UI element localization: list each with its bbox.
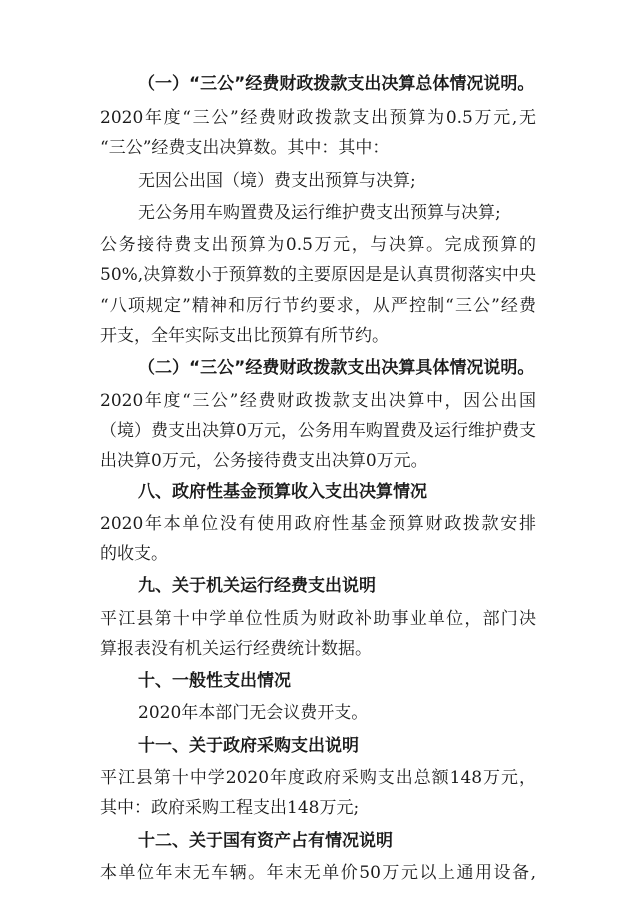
paragraph-line: 算报表没有机关运行经费统计数据。 [100, 639, 372, 659]
paragraph-line: “八项规定”精神和厉行节约要求，从严控制“三公”经费 [100, 296, 536, 316]
paragraph-line: 其中：政府采购工程支出148万元; [100, 798, 360, 818]
paragraph-line: 公务接待费支出预算为0.5万元，与决算。完成预算的 [100, 235, 536, 255]
paragraph-line: 2020年度“三公”经费财政拨款支出决算中，因公出国 [100, 391, 536, 411]
paragraph-line: 无因公出国（境）费支出预算与决算; [138, 171, 416, 191]
paragraph-line: 2020年度“三公”经费财政拨款支出预算为0.5万元,无 [100, 108, 536, 128]
paragraph-line: 无公务用车购置费及运行维护费支出预算与决算; [138, 203, 501, 223]
heading-section-8: 八、政府性基金预算收入支出决算情况 [138, 482, 427, 502]
paragraph-line: 出决算0万元，公务接待费支出决算0万元。 [100, 451, 428, 471]
heading-section-12: 十二、关于国有资产占有情况说明 [138, 831, 393, 851]
paragraph-line: 2020年本单位没有使用政府性基金预算财政拨款安排 [100, 514, 536, 534]
paragraph-line: “三公”经费支出决算数。其中：其中： [100, 138, 390, 158]
heading-sangong-detail: （二）“三公”经费财政拨款支出决算具体情况说明。 [138, 358, 535, 378]
heading-section-10: 十、一般性支出情况 [138, 671, 291, 691]
paragraph-line: 本单位年末无车辆。年末无单价50万元以上通用设备, [100, 863, 536, 883]
paragraph-line: 2020年本部门无会议费开支。 [138, 703, 369, 723]
paragraph-line: 平江县第十中学2020年度政府采购支出总额148万元， [100, 768, 536, 788]
paragraph-line: （境）费支出决算0万元，公务用车购置费及运行维护费支 [100, 421, 536, 441]
paragraph-line: 平江县第十中学单位性质为财政补助事业单位，部门决 [100, 609, 536, 629]
heading-sangong-overall: （一）“三公”经费财政拨款支出决算总体情况说明。 [138, 74, 535, 94]
paragraph-line: 50%,决算数小于预算数的主要原因是是认真贯彻落实中央 [100, 265, 536, 285]
paragraph-line: 的收支。 [100, 544, 168, 564]
paragraph-line: 开支，全年实际支出比预算有所节约。 [100, 326, 389, 346]
heading-section-11: 十一、关于政府采购支出说明 [138, 736, 359, 756]
heading-section-9: 九、关于机关运行经费支出说明 [138, 576, 376, 596]
